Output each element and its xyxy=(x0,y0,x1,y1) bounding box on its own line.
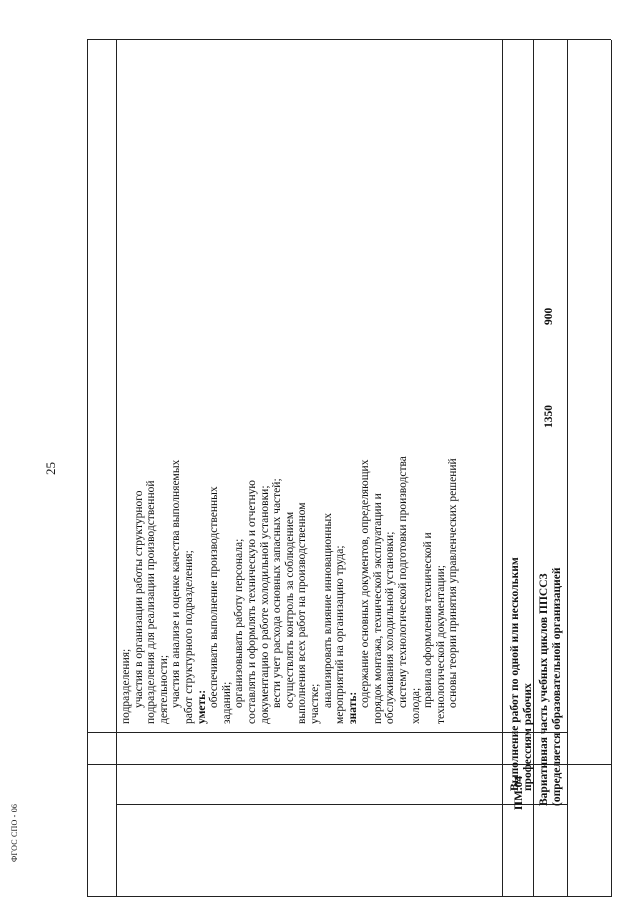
content-line: анализировать влияние инновационных xyxy=(321,513,334,708)
content-line: систему технологической подготовки производства xyxy=(397,456,410,708)
variative-total-hours: 1350 xyxy=(543,405,555,428)
content-line: участия в организации работы структурного xyxy=(132,490,145,708)
content-line: холода; xyxy=(409,687,422,724)
content-line: заданий; xyxy=(220,681,233,724)
content-line: подразделения; xyxy=(120,648,132,724)
variative-title-line-2: (определяется образовательной организацией xyxy=(550,567,563,806)
pm04-title-line-1: Выполнение работ по одной или нескольким xyxy=(509,557,521,791)
content-line: порядок монтажа, технической эксплуатации и xyxy=(371,493,384,724)
content-line: составлять и оформлять техническую и отчетную xyxy=(245,480,258,724)
variative-title xyxy=(538,568,563,806)
content-line: мероприятий на организацию труда; xyxy=(334,545,347,724)
variative-title-line-1: Вариативная часть учебных циклов ППССЗ xyxy=(538,573,550,806)
page-number: 25 xyxy=(43,462,58,475)
content-line: участке; xyxy=(308,683,321,724)
content-line: организовывать работу персонала; xyxy=(233,538,246,708)
content-line: содержание основных документов, определяющих xyxy=(359,459,372,708)
content-line: документацию о работе холодильной установки; xyxy=(258,485,271,724)
content-line: правила оформления технической и xyxy=(422,532,435,708)
content-line: обслуживания холодильной установки; xyxy=(384,531,397,724)
competency-text xyxy=(120,44,460,724)
page-footer: ФГОС СПО - 06 xyxy=(10,803,19,862)
pm04-code: ПМ.04 xyxy=(513,775,525,810)
content-line: работ структурного подразделения; xyxy=(182,550,195,724)
content-line: участия в анализе и оценке качества выполняемых xyxy=(170,459,183,708)
content-line: вести учет расхода основных запасных частей; xyxy=(271,478,284,708)
content-line: выполнения всех работ на производственном xyxy=(296,502,309,724)
pm04-title xyxy=(509,557,534,791)
content-line: деятельности; xyxy=(157,654,170,724)
content-line: знать: xyxy=(346,691,359,724)
content-line: подразделения для реализации производственной xyxy=(145,480,158,724)
variative-study-hours: 900 xyxy=(543,307,555,325)
pm04-title-line-2: профессиям рабочих xyxy=(521,683,534,791)
content-line: осуществлять контроль за соблюдением xyxy=(283,511,296,708)
content-line: уметь: xyxy=(195,689,208,724)
content-line: основы теории принятия управленческих решений xyxy=(447,458,460,708)
content-line: технологической документации; xyxy=(434,565,447,724)
content-line: обеспечивать выполнение производственных xyxy=(208,486,221,708)
